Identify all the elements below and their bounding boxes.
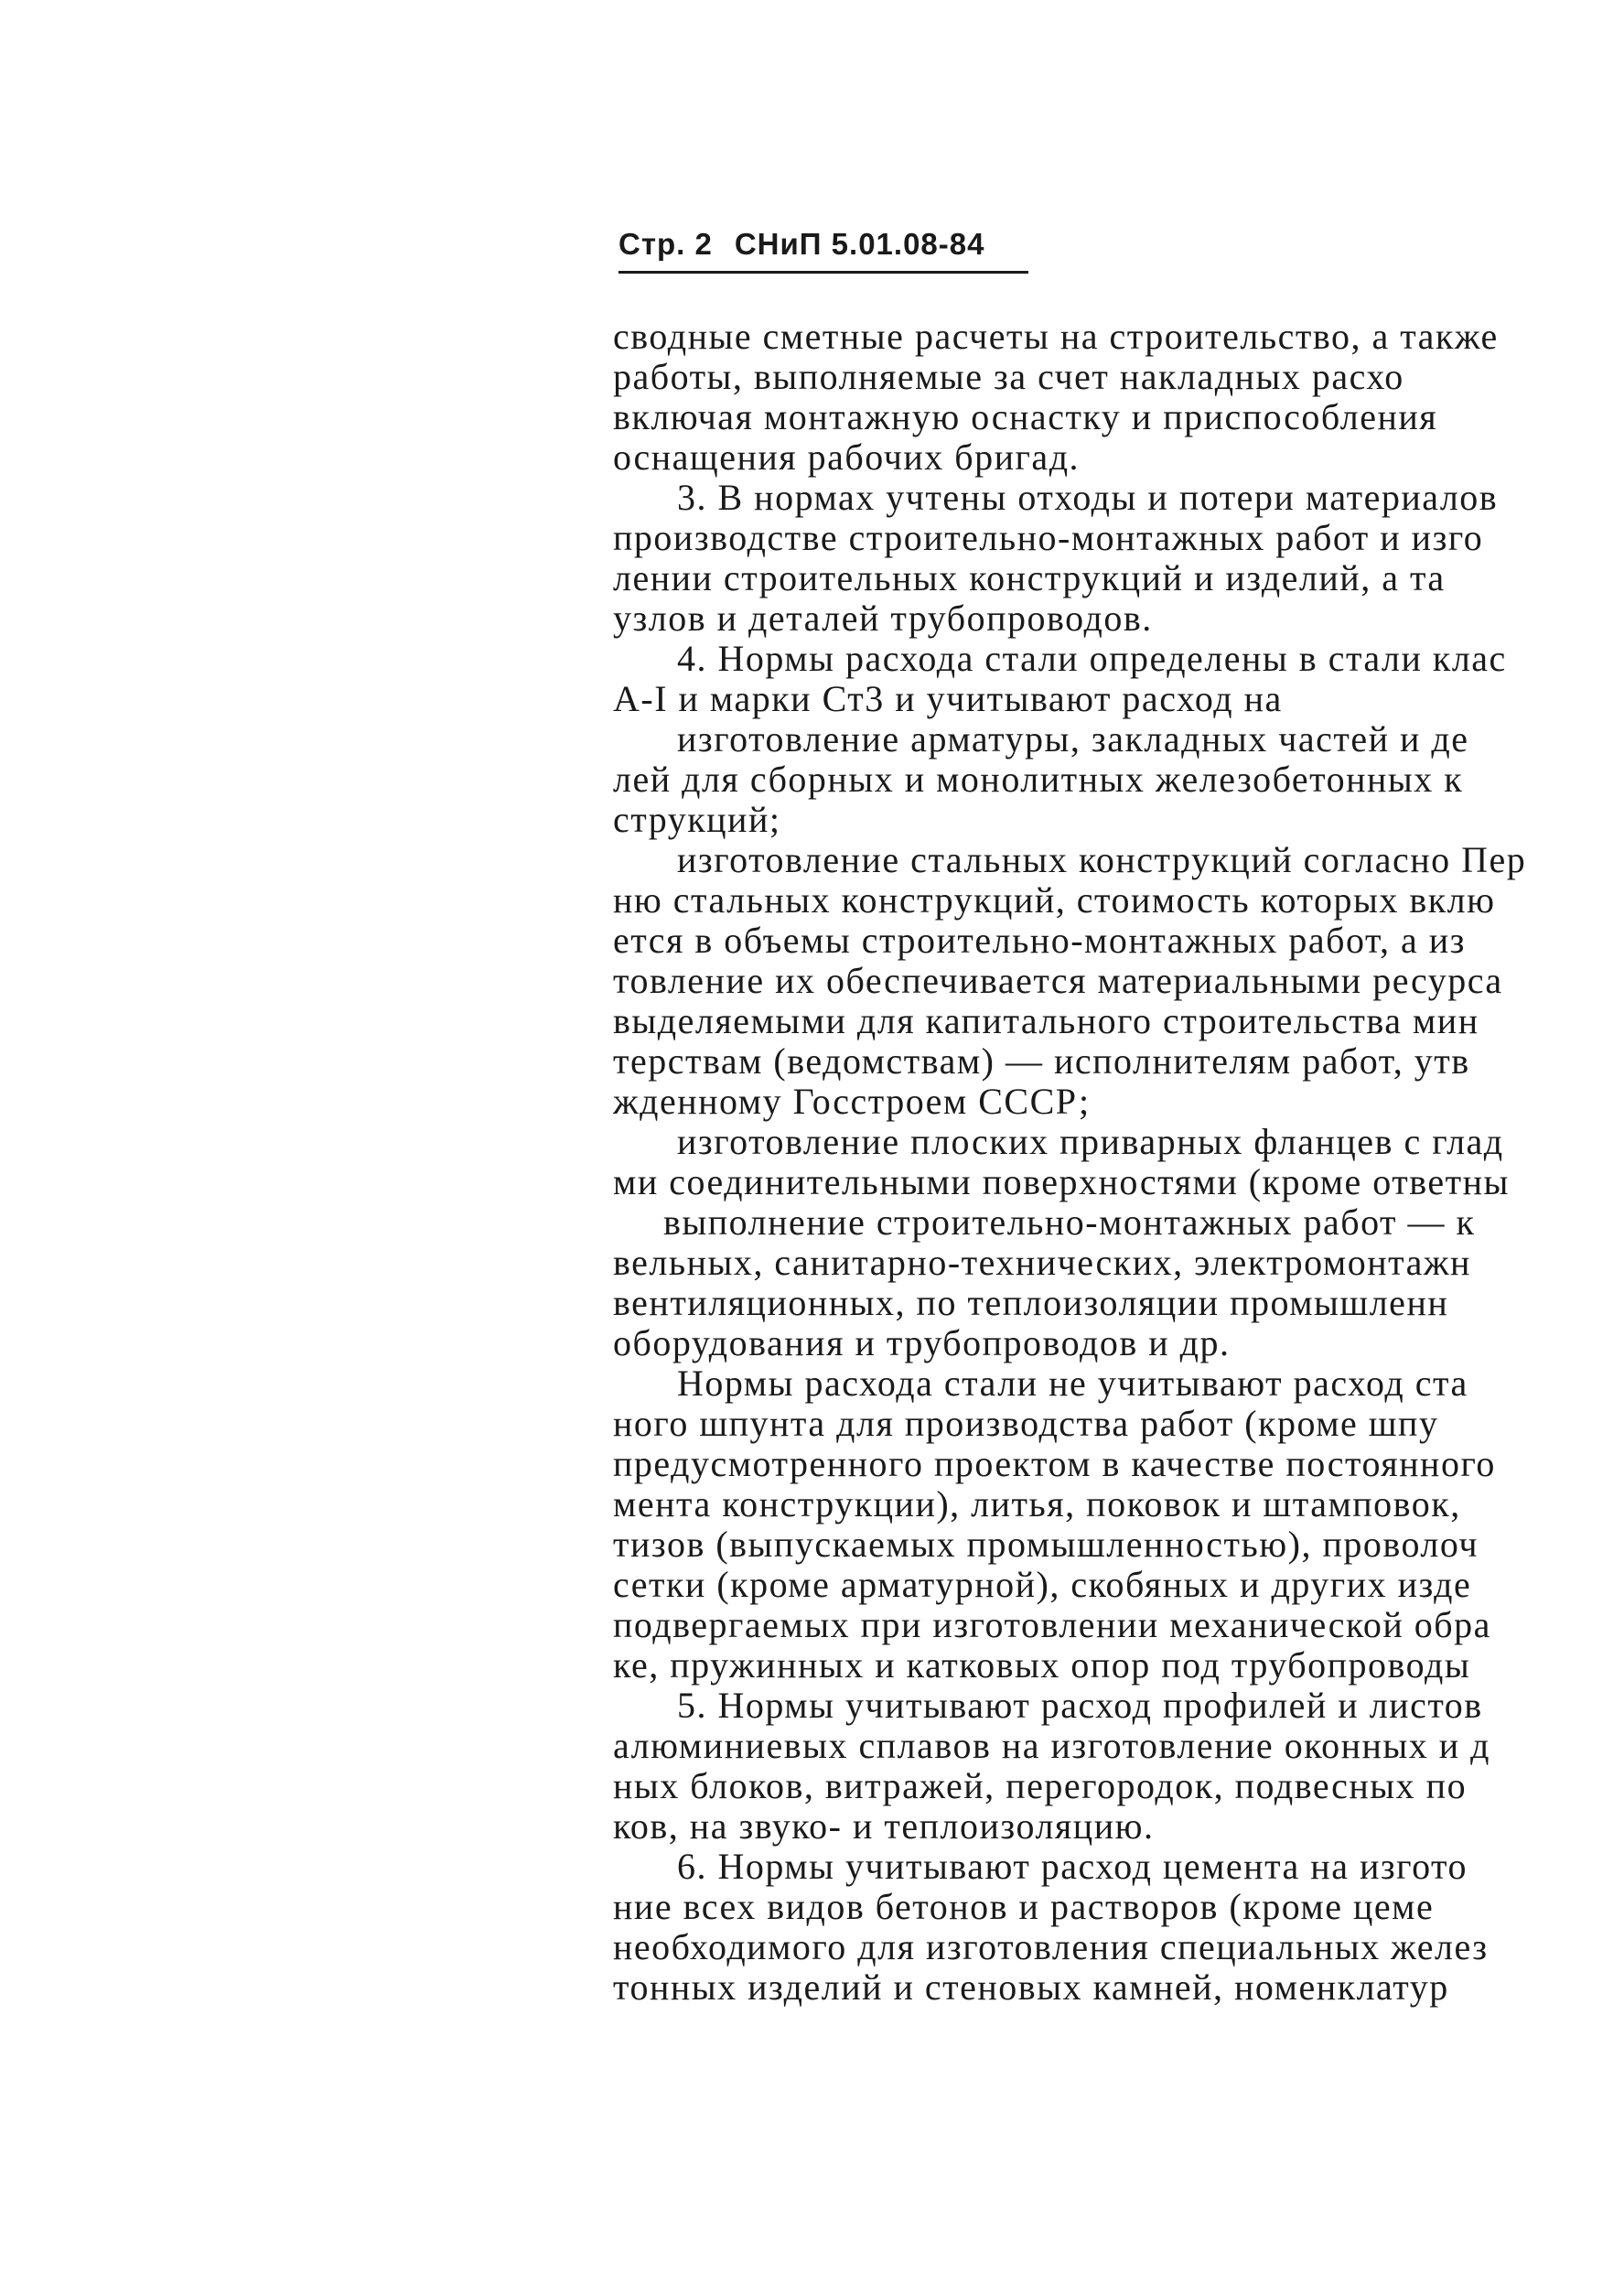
text-line: струкций;	[613, 799, 781, 840]
body-text	[613, 315, 1624, 2053]
text-line: ние всех видов бетонов и растворов (кроме цеме	[613, 1886, 1435, 1927]
text-line: производстве строительно-монтажных работ и изго	[613, 517, 1484, 558]
text-line: подвергаемых при изготовлении механической обра	[613, 1604, 1491, 1645]
page-number: Стр. 2	[618, 227, 713, 261]
text-line: ню стальных конструкций, стоимость которых вклю	[613, 879, 1496, 921]
text-line: оборудования и трубопроводов и др.	[613, 1322, 1231, 1363]
text-line: оснащения рабочих бригад.	[613, 436, 1081, 478]
text-line: узлов и деталей трубопроводов.	[613, 598, 1153, 639]
text-line: Нормы расхода стали не учитывают расход ста	[677, 1363, 1468, 1404]
text-line: вельных, санитарно-технических, электромонтажн	[613, 1242, 1471, 1283]
text-line: выделяемыми для капитального строительства мин	[613, 1000, 1479, 1041]
text-line: 6. Нормы учитывают расход цемента на изгото	[677, 1846, 1468, 1887]
text-line: изготовление плоских приварных фланцев с глад	[677, 1121, 1504, 1162]
text-line: ного шпунта для производства работ (кроме шпу	[613, 1403, 1439, 1444]
text-line: лении строительных конструкций и изделий, а та	[613, 557, 1446, 598]
text-line: изготовление стальных конструкций согласно Пер	[677, 839, 1527, 880]
page-header	[618, 227, 1006, 262]
header-rule	[618, 271, 1028, 274]
text-line: алюминиевых сплавов на изготовление оконных и д	[613, 1725, 1491, 1766]
text-line: сетки (кроме арматурной), скобяных и других изде	[613, 1564, 1472, 1605]
text-line: ми соединительными поверхностями (кроме ответны	[613, 1161, 1510, 1202]
text-line: жденному Госстроем СССР;	[613, 1081, 1091, 1122]
text-line: сводные сметные расчеты на строительство, а также	[613, 316, 1499, 357]
text-line: мента конструкции), литья, поковок и штамповок,	[613, 1483, 1461, 1524]
text-line: товление их обеспечивается материальными ресурса	[613, 960, 1503, 1001]
text-line: работы, выполняемые за счет накладных расхо	[613, 356, 1404, 397]
text-line: 4. Нормы расхода стали определены в стали клас	[677, 638, 1507, 679]
text-line: изготовление арматуры, закладных частей и де	[677, 718, 1469, 760]
text-line: терствам (ведомствам) — исполнителям работ, утв	[613, 1040, 1470, 1082]
text-line: вентиляционных, по теплоизоляции промышленн	[613, 1282, 1449, 1323]
text-line: А-I и марки Ст3 и учитывают расход на	[613, 678, 1283, 719]
text-line: 3. В нормах учтены отходы и потери материалов	[677, 477, 1499, 518]
text-line: включая монтажную оснастку и приспособления	[613, 396, 1438, 437]
text-line: выполнение строительно-монтажных работ — к	[663, 1201, 1476, 1243]
text-line: необходимого для изготовления специальных желез	[613, 1926, 1489, 1967]
text-line: ных блоков, витражей, перегородок, подвесных по	[613, 1765, 1468, 1806]
text-line: тонных изделий и стеновых камней, номенклатур	[613, 1966, 1449, 2008]
text-line: ется в объемы строительно-монтажных работ, а из	[613, 920, 1466, 961]
text-line: 5. Нормы учитывают расход профилей и листов	[677, 1685, 1483, 1726]
text-line: ке, пружинных и катковых опор под трубопроводы	[613, 1644, 1471, 1686]
text-line: ков, на звуко- и теплоизоляцию.	[613, 1805, 1155, 1847]
text-line: предусмотренного проектом в качестве постоянного	[613, 1443, 1496, 1484]
document-code: СНиП 5.01.08-84	[734, 227, 985, 261]
text-line: тизов (выпускаемых промышленностью), проволоч	[613, 1524, 1479, 1565]
text-line: лей для сборных и монолитных железобетонных к	[613, 759, 1464, 800]
